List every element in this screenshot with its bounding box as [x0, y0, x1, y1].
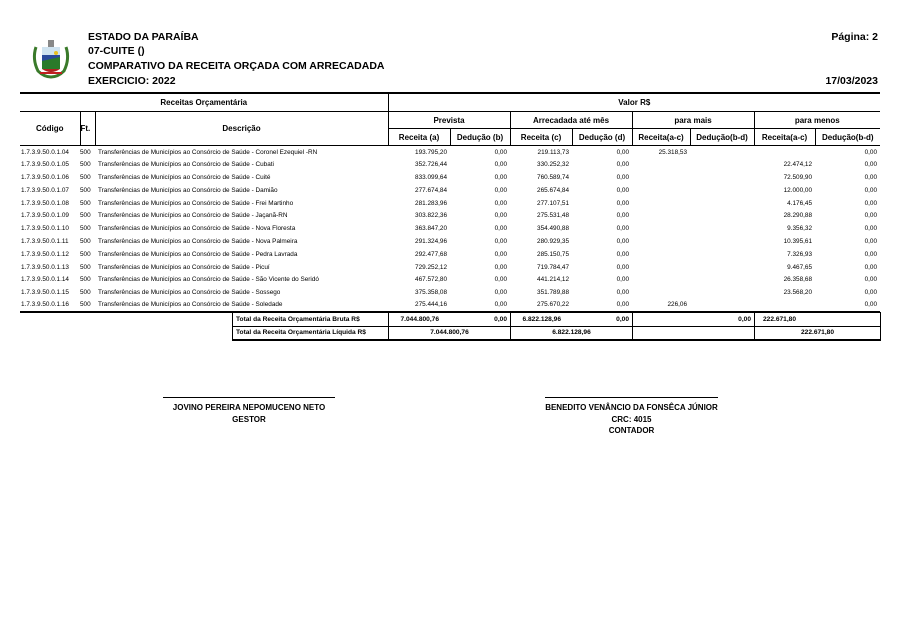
- cell-codigo: 1.7.3.9.50.0.1.10: [21, 225, 69, 233]
- table-row: [20, 286, 880, 299]
- total-bruta-para-mais: 0,00: [633, 313, 755, 327]
- cell-para-mais-receita: [632, 209, 690, 222]
- cell-deducao-d: 0,00: [616, 225, 630, 233]
- cell-para-mais-receita: [632, 235, 690, 248]
- cell-receita-c: 441.214,12: [537, 276, 570, 284]
- cell-para-mais-receita: 226,06: [667, 301, 688, 309]
- total-liquida-row: [233, 326, 881, 340]
- cell-receita-a: 352.726,44: [415, 161, 448, 169]
- cell-para-mais-receita: [632, 197, 690, 210]
- table-row: [20, 248, 880, 261]
- table-row: [20, 197, 880, 210]
- cell-codigo: 1.7.3.9.50.0.1.06: [21, 173, 69, 181]
- cell-descricao: Transferências de Municípios ao Consórcio de Saúde - Jaçanã-RN: [98, 212, 288, 220]
- cell-ft: 500: [80, 250, 91, 258]
- cell-para-mais-deducao: [690, 209, 754, 222]
- cell-descricao: Transferências de Municípios ao Consórcio de Saúde - Nova Palmeira: [98, 237, 298, 245]
- cell-para-menos-receita: [754, 299, 815, 312]
- cell-receita-c: 275.531,48: [537, 212, 570, 220]
- total-bruta-deducao-b: 0,00: [451, 313, 511, 327]
- cell-codigo: 1.7.3.9.50.0.1.07: [21, 186, 69, 194]
- table-row: [20, 184, 880, 197]
- cell-receita-a: 729.252,12: [415, 263, 448, 271]
- header-deducao-d: Dedução (d): [572, 129, 632, 146]
- header-prevista: Prevista: [388, 112, 510, 129]
- cell-deducao-d: 0,00: [616, 301, 630, 309]
- cell-deducao-b: 0,00: [494, 237, 508, 245]
- cell-deducao-b: 0,00: [494, 199, 508, 207]
- cell-ft: 500: [80, 276, 91, 284]
- cell-receita-c: 285.150,75: [537, 250, 570, 258]
- total-bruta-receita-c: 6.822.128,96: [511, 313, 573, 327]
- table-row: [20, 261, 880, 274]
- cell-deducao-b: 0,00: [494, 173, 508, 181]
- cell-para-mais-deducao: [690, 235, 754, 248]
- cell-codigo: 1.7.3.9.50.0.1.14: [21, 276, 69, 284]
- cell-para-menos-receita: 4.176,45: [787, 199, 813, 207]
- cell-ft: 500: [80, 199, 91, 207]
- cell-para-mais-deducao: [690, 197, 754, 210]
- header-receita-c: Receita (c): [510, 129, 572, 146]
- table-row: [20, 209, 880, 222]
- header-valor: Valor R$: [388, 93, 880, 112]
- state-name: ESTADO DA PARAÍBA: [88, 31, 199, 43]
- cell-deducao-b: 0,00: [494, 212, 508, 220]
- cell-para-mais-deducao: [690, 261, 754, 274]
- cell-receita-c: 330.252,32: [537, 161, 570, 169]
- total-bruta-deducao-d: 0,00: [573, 313, 633, 327]
- cell-deducao-d: 0,00: [616, 276, 630, 284]
- header-receitas: Receitas Orçamentária: [20, 93, 388, 112]
- cell-para-menos-deducao: 0,00: [864, 301, 878, 309]
- cell-para-menos-deducao: 0,00: [864, 250, 878, 258]
- cell-para-menos-deducao: 0,00: [864, 199, 878, 207]
- total-liquida-para-menos: 222.671,80: [755, 326, 881, 340]
- total-liquida-prevista: 7.044.800,76: [389, 326, 511, 340]
- cell-para-menos-receita: 12.000,00: [783, 186, 813, 194]
- cell-para-menos-receita: [754, 146, 815, 159]
- cell-para-menos-receita: 72.509,90: [783, 173, 813, 181]
- cell-para-mais-deducao: [690, 146, 754, 159]
- header-para-mais: para mais: [632, 112, 754, 129]
- cell-receita-a: 375.358,08: [415, 289, 448, 297]
- cell-para-menos-receita: 26.358,68: [783, 276, 813, 284]
- signer-name: BENEDITO VENÂNCIO DA FONSÊCA JÚNIOR: [545, 403, 718, 412]
- cell-deducao-d: 0,00: [616, 161, 630, 169]
- cell-codigo: 1.7.3.9.50.0.1.05: [21, 161, 69, 169]
- total-bruta-row: [233, 313, 881, 327]
- header-descricao: Descrição: [95, 112, 388, 146]
- report-date: 17/03/2023: [825, 75, 878, 87]
- cell-receita-a: 292.477,68: [415, 250, 448, 258]
- table-row: [20, 273, 880, 286]
- cell-receita-a: 363.847,20: [415, 225, 448, 233]
- signer-role: GESTOR: [232, 414, 266, 424]
- total-bruta-para-menos: 222.671,80: [755, 313, 881, 327]
- cell-receita-a: 281.283,96: [415, 199, 448, 207]
- cell-ft: 500: [80, 148, 91, 156]
- cell-deducao-b: 0,00: [494, 148, 508, 156]
- cell-receita-c: 275.670,22: [537, 301, 570, 309]
- cell-ft: 500: [80, 301, 91, 309]
- cell-receita-c: 265.674,84: [537, 186, 570, 194]
- cell-receita-a: 833.099,64: [415, 173, 448, 181]
- cell-para-menos-deducao: 0,00: [864, 289, 878, 297]
- cell-receita-c: 277.107,51: [537, 199, 570, 207]
- header-ft: Ft.: [80, 112, 95, 146]
- cell-descricao: Transferências de Municípios ao Consórcio de Saúde - Soledade: [98, 301, 283, 309]
- table-row: [20, 299, 880, 312]
- cell-descricao: Transferências de Municípios ao Consórcio de Saúde - Damião: [98, 186, 278, 194]
- cell-para-mais-deducao: [690, 273, 754, 286]
- cell-deducao-d: 0,00: [616, 237, 630, 245]
- table-row: [20, 235, 880, 248]
- total-bruta-receita-a: 7.044.800,76: [389, 313, 451, 327]
- table-row: [20, 146, 880, 159]
- cell-codigo: 1.7.3.9.50.0.1.09: [21, 212, 69, 220]
- cell-receita-c: 354.490,88: [537, 225, 570, 233]
- cell-deducao-d: 0,00: [616, 212, 630, 220]
- total-liquida-label: Total da Receita Orçamentária Líquida R$: [233, 326, 389, 340]
- cell-para-menos-deducao: 0,00: [864, 173, 878, 181]
- cell-para-menos-receita: 10.395,61: [783, 237, 813, 245]
- header-menos-receita: Receita(a-c): [754, 129, 815, 146]
- cell-para-menos-deducao: 0,00: [864, 148, 878, 156]
- total-bruta-label: Total da Receita Orçamentária Bruta R$: [233, 313, 389, 327]
- cell-receita-c: 280.929,35: [537, 237, 570, 245]
- cell-para-mais-receita: [632, 248, 690, 261]
- cell-para-menos-deducao: 0,00: [864, 161, 878, 169]
- cell-para-menos-receita: 7.326,93: [787, 250, 813, 258]
- entity-name: 07-CUITE (): [88, 45, 145, 57]
- cell-para-mais-deducao: [690, 222, 754, 235]
- total-liquida-para-mais: [633, 326, 755, 340]
- signature-contador: [530, 397, 733, 437]
- cell-para-menos-receita: 23.568,20: [783, 289, 813, 297]
- cell-para-menos-deducao: 0,00: [864, 237, 878, 245]
- cell-descricao: Transferências de Municípios ao Consórcio de Saúde - Cuité: [98, 173, 271, 181]
- header-receita-a: Receita (a): [388, 129, 450, 146]
- cell-descricao: Transferências de Municípios ao Consórcio de Saúde - São Vicente do Seridó: [98, 276, 319, 284]
- header-deducao-b: Dedução (b): [450, 129, 510, 146]
- cell-deducao-b: 0,00: [494, 161, 508, 169]
- cell-para-menos-receita: 9.467,65: [787, 263, 813, 271]
- cell-ft: 500: [80, 186, 91, 194]
- cell-deducao-d: 0,00: [616, 173, 630, 181]
- table-row: [20, 171, 880, 184]
- cell-para-mais-receita: [632, 286, 690, 299]
- cell-para-mais-deducao: [690, 299, 754, 312]
- cell-ft: 500: [80, 237, 91, 245]
- exercise-year: EXERCICIO: 2022: [88, 75, 176, 87]
- cell-ft: 500: [80, 225, 91, 233]
- cell-descricao: Transferências de Municípios ao Consórcio de Saúde - Picuí: [98, 263, 270, 271]
- cell-descricao: Transferências de Municípios ao Consórcio de Saúde - Nova Floresta: [98, 225, 296, 233]
- header-mais-receita: Receita(a-c): [632, 129, 690, 146]
- cell-receita-c: 760.589,74: [537, 173, 570, 181]
- table-row: [20, 158, 880, 171]
- cell-para-mais-deducao: [690, 248, 754, 261]
- cell-codigo: 1.7.3.9.50.0.1.04: [21, 148, 69, 156]
- signer-crc: CRC: 4015: [611, 414, 652, 424]
- cell-para-mais-receita: [632, 184, 690, 197]
- cell-para-menos-receita: 22.474,12: [783, 161, 813, 169]
- cell-codigo: 1.7.3.9.50.0.1.11: [21, 237, 69, 245]
- header-arrecadada: Arrecadada até mês: [510, 112, 632, 129]
- cell-receita-a: 291.324,96: [415, 237, 448, 245]
- cell-deducao-b: 0,00: [494, 289, 508, 297]
- header-para-menos: para menos: [754, 112, 880, 129]
- header-menos-deducao: Dedução(b-d): [815, 129, 880, 146]
- cell-deducao-d: 0,00: [616, 186, 630, 194]
- total-liquida-arrecadada: 6.822.128,96: [511, 326, 633, 340]
- cell-codigo: 1.7.3.9.50.0.1.13: [21, 263, 69, 271]
- state-coat-of-arms-logo: [30, 37, 72, 79]
- cell-para-menos-deducao: 0,00: [864, 212, 878, 220]
- cell-codigo: 1.7.3.9.50.0.1.08: [21, 199, 69, 207]
- cell-descricao: Transferências de Municípios ao Consórcio de Saúde - Cubati: [98, 161, 274, 169]
- cell-deducao-d: 0,00: [616, 148, 630, 156]
- cell-ft: 500: [80, 289, 91, 297]
- cell-para-mais-deducao: [690, 158, 754, 171]
- cell-receita-a: 275.444,16: [415, 301, 448, 309]
- cell-ft: 500: [80, 161, 91, 169]
- cell-ft: 500: [80, 263, 91, 271]
- table-row: [20, 222, 880, 235]
- cell-para-mais-receita: 25.318,53: [658, 148, 688, 156]
- cell-receita-c: 219.113,73: [537, 148, 570, 156]
- cell-descricao: Transferências de Municípios ao Consórcio de Saúde - Sossego: [98, 289, 281, 297]
- cell-receita-c: 719.784,47: [537, 263, 570, 271]
- cell-para-menos-deducao: 0,00: [864, 276, 878, 284]
- cell-para-mais-deducao: [690, 286, 754, 299]
- cell-deducao-d: 0,00: [616, 199, 630, 207]
- cell-deducao-d: 0,00: [616, 250, 630, 258]
- cell-para-mais-receita: [632, 222, 690, 235]
- cell-para-mais-receita: [632, 171, 690, 184]
- cell-ft: 500: [80, 212, 91, 220]
- signature-gestor: [163, 397, 335, 425]
- cell-receita-a: 193.795,20: [415, 148, 448, 156]
- cell-deducao-b: 0,00: [494, 186, 508, 194]
- cell-receita-a: 467.572,80: [415, 276, 448, 284]
- cell-deducao-b: 0,00: [494, 225, 508, 233]
- cell-para-menos-deducao: 0,00: [864, 186, 878, 194]
- cell-receita-c: 351.789,88: [537, 289, 570, 297]
- cell-para-menos-deducao: 0,00: [864, 225, 878, 233]
- cell-codigo: 1.7.3.9.50.0.1.15: [21, 289, 69, 297]
- cell-descricao: Transferências de Municípios ao Consórcio de Saúde - Frei Martinho: [98, 199, 294, 207]
- cell-codigo: 1.7.3.9.50.0.1.12: [21, 250, 69, 258]
- cell-codigo: 1.7.3.9.50.0.1.16: [21, 301, 69, 309]
- header-codigo: Código: [20, 112, 80, 146]
- signer-name: JOVINO PEREIRA NEPOMUCENO NETO: [172, 403, 326, 412]
- cell-deducao-b: 0,00: [494, 263, 508, 271]
- cell-deducao-b: 0,00: [494, 301, 508, 309]
- cell-deducao-d: 0,00: [616, 289, 630, 297]
- cell-para-mais-receita: [632, 158, 690, 171]
- cell-para-mais-deducao: [690, 171, 754, 184]
- cell-descricao: Transferências de Municípios ao Consórcio de Saúde - Pedra Lavrada: [98, 250, 298, 258]
- cell-receita-a: 303.822,36: [415, 212, 448, 220]
- cell-deducao-b: 0,00: [494, 250, 508, 258]
- signature-line: [545, 397, 718, 398]
- report-title: COMPARATIVO DA RECEITA ORÇADA COM ARRECADADA: [88, 60, 385, 72]
- totals-table: [232, 312, 881, 341]
- cell-para-mais-receita: [632, 261, 690, 274]
- signature-line: [163, 397, 335, 398]
- header-mais-deducao: Dedução(b-d): [690, 129, 754, 146]
- cell-para-menos-receita: 28.290,88: [783, 212, 813, 220]
- cell-para-mais-receita: [632, 273, 690, 286]
- cell-receita-a: 277.674,84: [415, 186, 448, 194]
- cell-descricao: Transferências de Municípios ao Consórcio de Saúde - Coronel Ezequiel -RN: [98, 148, 318, 156]
- revenue-table: [20, 92, 880, 313]
- cell-para-menos-deducao: 0,00: [864, 263, 878, 271]
- cell-deducao-b: 0,00: [494, 276, 508, 284]
- cell-para-mais-deducao: [690, 184, 754, 197]
- signer-role: CONTADOR: [608, 426, 655, 435]
- cell-deducao-d: 0,00: [616, 263, 630, 271]
- cell-para-menos-receita: 9.356,32: [787, 225, 813, 233]
- page-number: Página: 2: [831, 31, 878, 43]
- cell-ft: 500: [80, 173, 91, 181]
